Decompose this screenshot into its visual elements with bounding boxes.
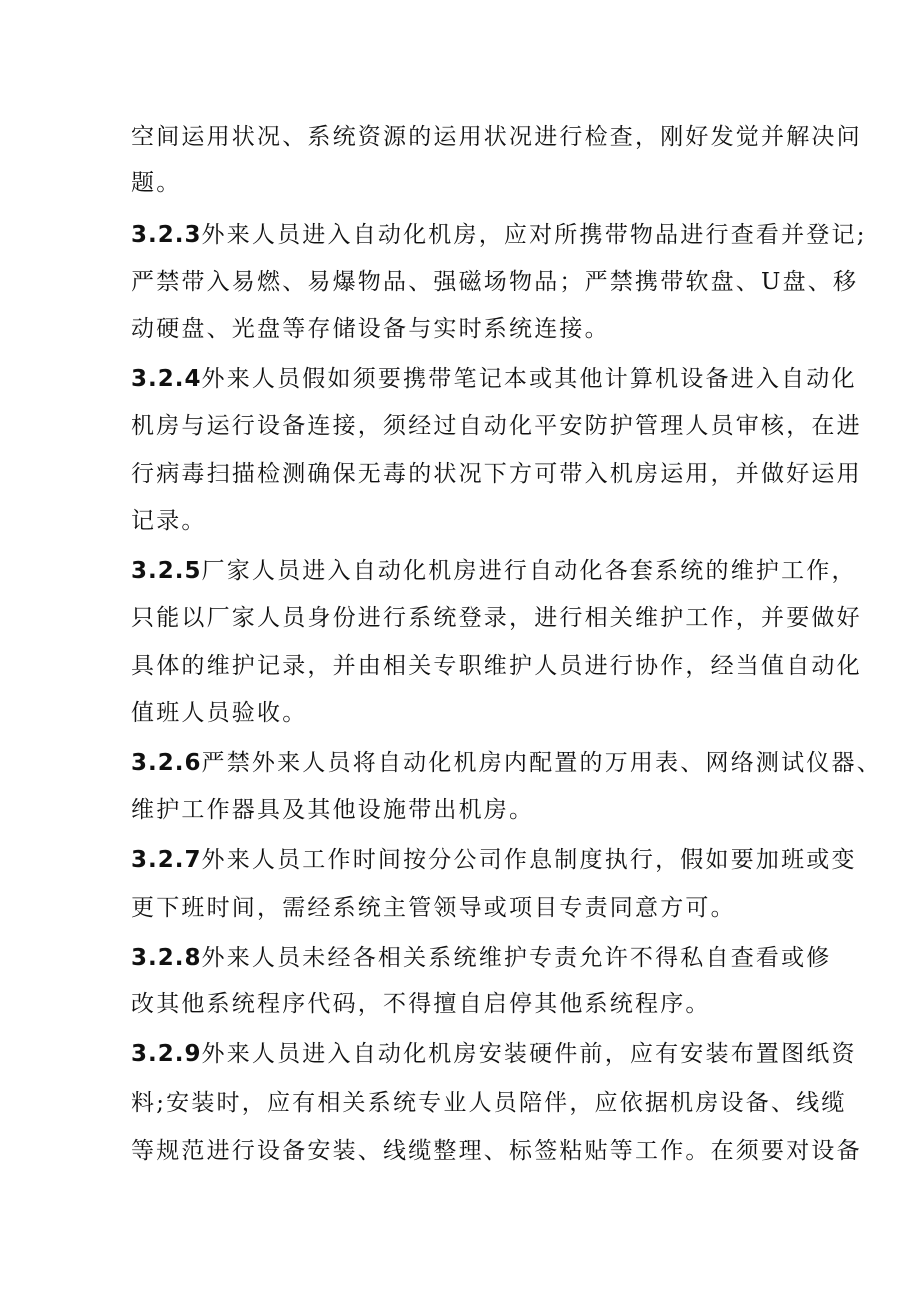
paragraph-3-2-4-line-4: 记录。 — [131, 508, 207, 534]
paragraph-cont-line-2: 题。 — [131, 170, 182, 196]
paragraph-3-2-5-line-4: 值班人员验收。 — [131, 700, 308, 726]
paragraph-3-2-4-line-2: 机房与运行设备连接，须经过自动化平安防护管理人员审核，在进 — [131, 413, 862, 439]
clause-number: 3.2.9 — [131, 1041, 202, 1067]
paragraph-3-2-5-line-3: 具体的维护记录，并由相关专职维护人员进行协作，经当值自动化 — [131, 653, 862, 679]
paragraph-3-2-4-line-1: 3.2.4外来人员假如须要携带笔记本或其他计算机设备进入自动化 — [131, 366, 857, 392]
paragraph-3-2-7-line-1: 3.2.7外来人员工作时间按分公司作息制度执行，假如要加班或变 — [131, 847, 857, 873]
clause-number: 3.2.8 — [131, 945, 202, 971]
clause-number: 3.2.7 — [131, 847, 202, 873]
paragraph-3-2-9-line-3: 等规范进行设备安装、线缆整理、标签粘贴等工作。在须要对设备 — [131, 1138, 862, 1164]
paragraph-cont-line-1: 空间运用状况、系统资源的运用状况进行检查，刚好发觉并解决问 — [131, 124, 862, 150]
paragraph-3-2-8-line-2: 改其他系统程序代码，不得擅自启停其他系统程序。 — [131, 991, 711, 1017]
clause-number: 3.2.5 — [131, 558, 202, 584]
paragraph-3-2-3-line-3: 动硬盘、光盘等存储设备与实时系统连接。 — [131, 316, 610, 342]
paragraph-3-2-6-line-2: 维护工作器具及其他设施带出机房。 — [131, 797, 535, 823]
paragraph-3-2-5-line-2: 只能以厂家人员身份进行系统登录，进行相关维护工作，并要做好 — [131, 605, 862, 631]
paragraph-3-2-9-line-1: 3.2.9外来人员进入自动化机房安装硬件前，应有安装布置图纸资 — [131, 1041, 857, 1067]
paragraph-3-2-7-line-2: 更下班时间，需经系统主管领导或项目专责同意方可。 — [131, 895, 736, 921]
clause-number: 3.2.6 — [131, 750, 202, 776]
paragraph-3-2-5-line-1: 3.2.5厂家人员进入自动化机房进行自动化各套系统的维护工作， — [131, 558, 857, 584]
paragraph-3-2-3-line-2: 严禁带入易燃、易爆物品、强磁场物品；严禁携带软盘、U盘、移 — [131, 269, 859, 295]
paragraph-3-2-4-line-3: 行病毒扫描检测确保无毒的状况下方可带入机房运用，并做好运用 — [131, 461, 862, 487]
paragraph-3-2-6-line-1: 3.2.6严禁外来人员将自动化机房内配置的万用表、网络测试仪器、 — [131, 750, 882, 776]
paragraph-3-2-3-line-1: 3.2.3外来人员进入自动化机房，应对所携带物品进行查看并登记; — [131, 222, 867, 248]
paragraph-3-2-8-line-1: 3.2.8外来人员未经各相关系统维护专责允许不得私自查看或修 — [131, 945, 832, 971]
paragraph-3-2-9-line-2: 料;安装时，应有相关系统专业人员陪伴，应依据机房设备、线缆 — [131, 1090, 847, 1116]
clause-number: 3.2.4 — [131, 366, 202, 392]
clause-number: 3.2.3 — [131, 222, 202, 248]
